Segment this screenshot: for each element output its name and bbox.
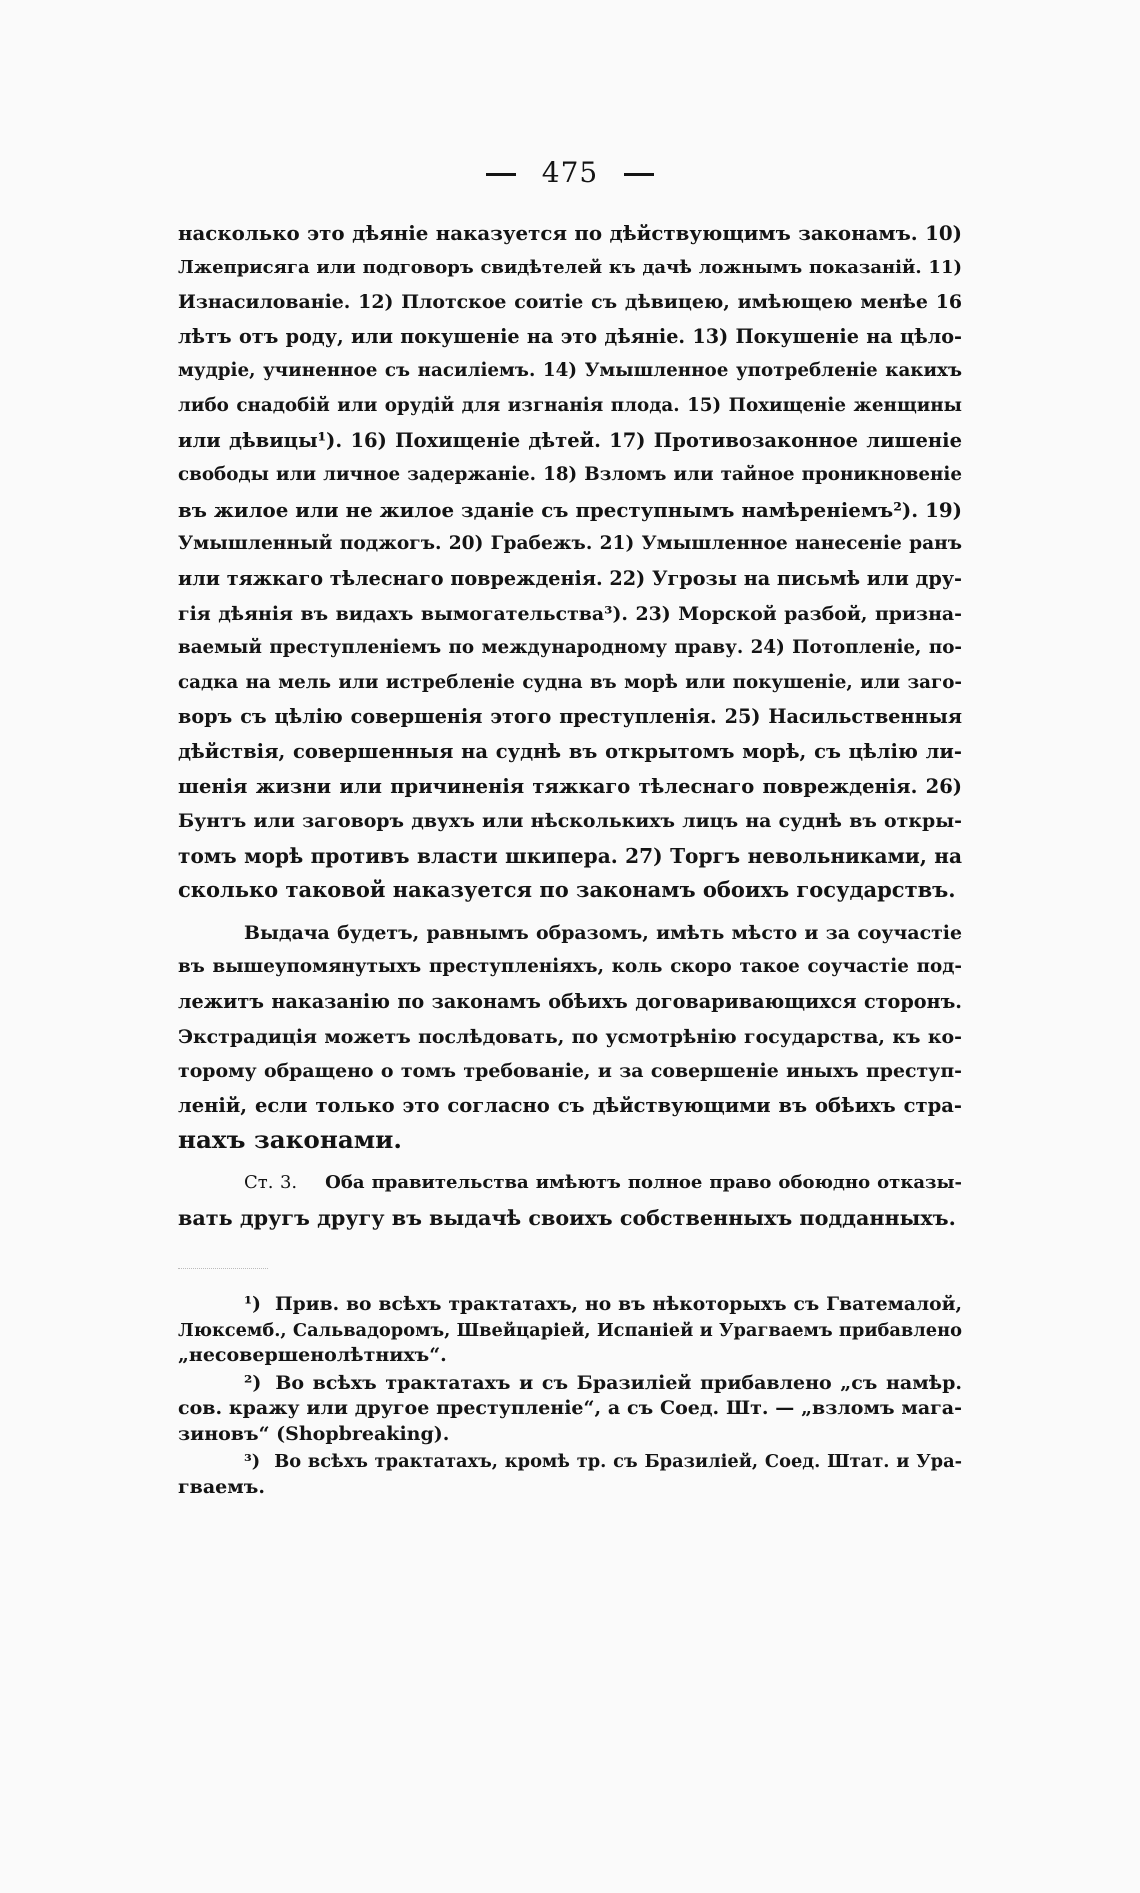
text-line: дѣйствія, совершенныя на суднѣ въ открытомъ морѣ, съ цѣлію ли- xyxy=(178,739,962,763)
text-line: или дѣвицы¹). 16) Похищеніе дѣтей. 17) Противозаконное лишеніе xyxy=(178,428,962,452)
footnote-line: зиновъ“ (Shopbreaking). xyxy=(178,1422,450,1445)
footnote-2 xyxy=(178,1371,962,1448)
text-line: томъ морѣ противъ власти шкипера. 27) Торгъ невольниками, на xyxy=(178,843,962,868)
text-line: воръ съ цѣлію совершенія этого преступленія. 25) Насильственныя xyxy=(178,705,962,729)
footnote-marker: ¹) xyxy=(244,1293,262,1315)
footnote-separator xyxy=(178,1268,268,1270)
text-line: мудріе, учиненное съ насиліемъ. 14) Умышленное употребленіе какихъ xyxy=(178,360,962,382)
text-line: насколько это дѣяніе наказуется по дѣйствующимъ законамъ. 10) xyxy=(178,221,962,245)
footnote-line: „несовершенолѣтнихъ“. xyxy=(178,1344,447,1366)
text-line: Экстрадиція можетъ послѣдовать, по усмотрѣнію государства, къ ко- xyxy=(178,1025,962,1048)
text-line: лѣтъ отъ роду, или покушеніе на это дѣяніе. 13) Покушеніе на цѣло- xyxy=(178,324,962,348)
footnote-marker: ³) xyxy=(244,1451,261,1472)
text-line: Лжеприсяга или подговоръ свидѣтелей къ дачѣ ложнымъ показаній. 11) xyxy=(178,256,962,278)
footnote-1 xyxy=(178,1292,962,1369)
footnote-line xyxy=(178,1292,962,1318)
text-line: леній, если только это согласно съ дѣйствующими въ обѣихъ стра- xyxy=(178,1093,962,1117)
complicity-paragraph xyxy=(178,916,962,1158)
text-line: Изнасилованіе. 12) Плотское соитіе съ дѣвицею, имѣющею менѣе 16 xyxy=(178,291,962,314)
footnote-text: Прив. во всѣхъ трактатахъ, но въ нѣкоторыхъ съ Гватемалой, xyxy=(275,1293,962,1315)
text-line: сколько таковой наказуется по законамъ обоихъ государствъ. xyxy=(178,877,956,903)
footnote-line: гваемъ. xyxy=(178,1475,265,1498)
text-line: либо снадобій или орудій для изгнанія плода. 15) Похищеніе женщины xyxy=(178,394,962,416)
article-3-text: Оба правительства имѣютъ полное право обоюдно отказы- xyxy=(325,1172,962,1194)
text-line: Выдача будетъ, равнымъ образомъ, имѣть мѣсто и за соучастіе xyxy=(244,921,962,944)
text-line: Умышленный поджогъ. 20) Грабежъ. 21) Умышленное нанесеніе ранъ xyxy=(178,533,962,555)
article-3-label: Ст. 3. xyxy=(244,1172,298,1194)
article-3 xyxy=(178,1166,962,1235)
text-line: вать другъ другу въ выдачѣ своихъ собственныхъ подданныхъ. xyxy=(178,1205,956,1230)
page-header xyxy=(0,156,1140,189)
text-line: торому обращено о томъ требованіе, и за совершеніе иныхъ преступ- xyxy=(178,1060,962,1083)
footnotes xyxy=(178,1292,962,1502)
body-text xyxy=(178,216,962,1235)
text-line: въ жилое или не жилое зданіе съ преступнымъ намѣреніемъ²). 19) xyxy=(178,497,962,522)
footnote-text: Во всѣхъ трактатахъ и съ Бразиліей прибавлено „съ намѣр. xyxy=(275,1371,962,1394)
header-dash-right xyxy=(624,173,654,176)
text-line: Бунтъ или заговоръ двухъ или нѣсколькихъ лицъ на суднѣ въ откры- xyxy=(178,810,962,833)
footnote-line xyxy=(178,1449,962,1475)
footnote-marker: ²) xyxy=(244,1371,262,1394)
footnote-text: Во всѣхъ трактатахъ, кромѣ тр. съ Бразиліей, Соед. Штат. и Ура- xyxy=(274,1451,962,1472)
text-line: или тяжкаго тѣлеснаго поврежденія. 22) Угрозы на письмѣ или дру- xyxy=(178,566,962,590)
text-line: садка на мель или истребленіе судна въ морѣ или покушеніе, или заго- xyxy=(178,671,962,693)
text-line: лежитъ наказанію по законамъ обѣихъ договаривающихся сторонъ. xyxy=(178,990,962,1014)
page-number: 475 xyxy=(541,156,599,189)
footnote-3 xyxy=(178,1449,962,1500)
text-line: шенія жизни или причиненія тяжкаго тѣлеснаго поврежденія. 26) xyxy=(178,774,962,798)
text-line xyxy=(178,1166,962,1201)
main-paragraph xyxy=(178,216,962,908)
text-line: свободы или личное задержаніе. 18) Взломъ или тайное проникновеніе xyxy=(178,464,962,486)
footnote-line: сов. кражу или другое преступленіе“, а съ Соед. Шт. — „взломъ мага- xyxy=(178,1397,962,1419)
footnote-line: Люксемб., Сальвадоромъ, Швейцаріей, Испаніей и Урагваемъ прибавлено xyxy=(178,1319,962,1341)
text-line: ваемый преступленіемъ по международному праву. 24) Потопленіе, по- xyxy=(178,637,962,659)
text-line: гія дѣянія въ видахъ вымогательства³). 23) Морской разбой, призна- xyxy=(178,602,962,625)
header-dash-left xyxy=(486,173,516,176)
text-line: нахъ законами. xyxy=(178,1125,402,1155)
footnote-line xyxy=(178,1371,962,1397)
text-line: въ вышеупомянутыхъ преступленіяхъ, коль скоро такое соучастіе под- xyxy=(178,956,962,978)
